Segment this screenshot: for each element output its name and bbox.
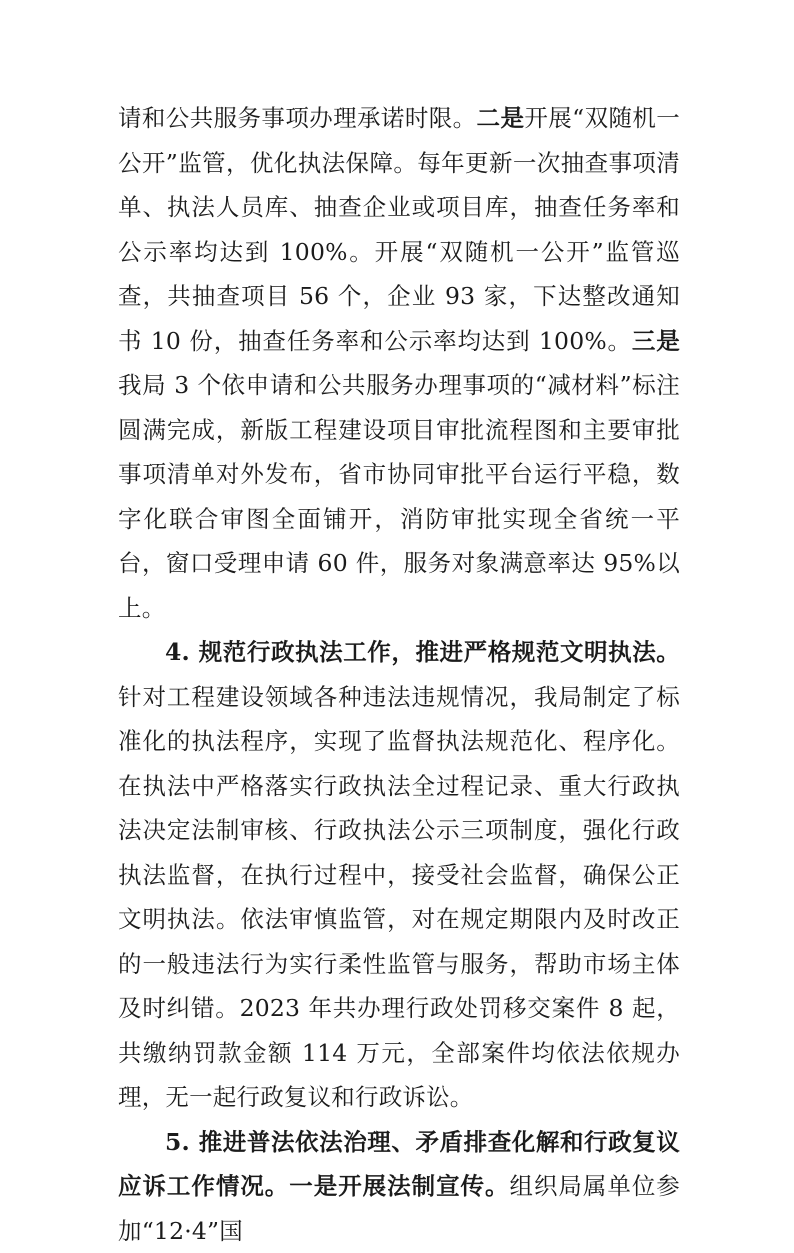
text-run: 我局 3 个依申请和公共服务办理事项的“减材料”标注圆满完成，新版工程建设项目审批流程图和主要审批事项清单对外发布，省市协同审批平台运行平稳，数字化联合审图全面铺开，消防审批实现全省统一平台，窗口受理申请 60 件，服务对象满意率达 95%以上。 [118,371,680,622]
text-run: 开展“双随机一公开”监管，优化执法保障。每年更新一次抽查事项清单、执法人员库、抽查企业或项目库，抽查任务率和公示率均达到 100%。开展“双随机一公开”监管巡查，共抽查项目 56 个，企业 93 家，下达整改通知书 10 份，抽查任务率和公示率均达到 100%。 [118,104,680,355]
text-run-bold: 二是 [477,104,525,132]
document-body [118,96,680,1253]
text-run: 针对工程建设领域各种违法违规情况，我局制定了标准化的执法程序，实现了监督执法规范化、程序化。在执法中严格落实行政执法全过程记录、重大行政执法决定法制审核、行政执法公示三项制度，强化行政执法监督，在执行过程中，接受社会监督，确保公正文明执法。依法审慎监管，对在规定期限内及时改正的一般违法行为实行柔性监管与服务，帮助市场主体及时纠错。2023 年共办理行政处罚移交案件 8 起，共缴纳罚款金额 114 万元，全部案件均依法依规办理，无一起行政复议和行政诉讼。 [118,683,680,1112]
paragraph-2 [118,630,680,1120]
paragraph-3 [118,1120,680,1253]
section-heading-4: 4. 规范行政执法工作，推进严格规范文明执法。 [165,638,680,666]
text-run-bold: 三是 [632,327,680,355]
text-run: 组织局属单位参加“12·4”国 [118,1172,680,1245]
text-run: 请和公共服务事项办理承诺时限。 [118,104,477,132]
section-heading-5: 5. 推进普法依法治理、矛盾排查化解和行政复议应诉工作情况。一是开展法制宣传。 [118,1128,680,1201]
paragraph-1 [118,96,680,630]
